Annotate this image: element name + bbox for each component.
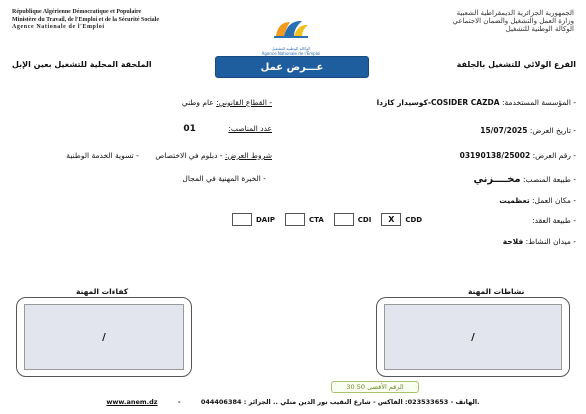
legal-sector-label: - القطاع القانوني: <box>216 98 272 107</box>
legal-sector-value: عام وطني <box>181 98 214 107</box>
label-cdd: CDD <box>405 215 423 224</box>
employer-field <box>377 98 576 107</box>
offer-number-field <box>460 151 576 160</box>
header-french-block <box>12 9 159 32</box>
employer-value: COSIDER CAZDA-كوسيدار كازدا <box>376 98 500 107</box>
contract-types <box>232 213 422 226</box>
skills-title: كفاءات المهنة <box>76 287 129 296</box>
skills-value: / <box>24 304 184 370</box>
page-title: عـــرض عمل <box>215 56 369 78</box>
activities-value: / <box>384 304 562 370</box>
logo-text-fr: Agence Nationale de l'Emploi <box>261 51 321 56</box>
contract-option-daip[interactable] <box>232 213 275 226</box>
position-nature-label: - طبيعة المنصب: <box>523 175 576 184</box>
subheader-branch: الفرع الولائي للتشغيل بالجلفة <box>456 60 576 69</box>
footer-website[interactable]: www.anem.dz <box>106 398 158 406</box>
max-note: الرقم الأقصى 50 30 <box>331 381 419 393</box>
header-fr-line2: Ministère du Travail, de l'Emploi et de la Sécurité Sociale <box>12 16 159 23</box>
header-ar-line1: الجمهورية الجزائرية الديمقراطية الشعبية <box>456 9 574 17</box>
date-label: - تاريخ العرض: <box>529 126 576 135</box>
skills-frame <box>16 297 192 377</box>
header-ar-line2: وزارة العمل والتشغيل والضمان الاجتماعي <box>452 17 574 25</box>
header-fr-line1: République Algérienne Démocratique et Populaire <box>12 9 142 15</box>
activity-label: - ميدان النشاط: <box>525 237 576 246</box>
activity-field <box>503 237 576 246</box>
positions-label: عدد المناصب: <box>228 124 272 133</box>
positions-value: 01 <box>183 124 196 134</box>
conditions-value-2: - تسوية الخدمة الوطنية <box>66 151 139 160</box>
checkbox-cta[interactable] <box>285 213 305 226</box>
header-ar-line3: الوكالة الوطنية للتشغيل <box>505 25 574 33</box>
workplace-field <box>499 196 576 205</box>
experience-field: - الخبرة المهنية في المجال <box>182 174 266 183</box>
date-field <box>480 126 576 135</box>
position-nature-field <box>473 174 576 185</box>
checkbox-cdd[interactable]: X <box>381 213 401 226</box>
conditions-value: - دبلوم في الاختصاص <box>155 151 223 160</box>
label-cdi: CDI <box>357 215 372 224</box>
header-arabic-block <box>334 9 574 33</box>
logo-text-ar: الوكالة الوطنية للتشغيل <box>271 46 311 51</box>
activities-title: نشاطات المهنة <box>468 287 525 296</box>
footer <box>0 398 586 406</box>
label-daip: DAIP <box>256 215 275 224</box>
anem-logo <box>256 16 326 54</box>
footer-address: 044406384 : الهاتف - 023533653: الفاكس - شارع النقيب نور الدين منلي .. الجزائر. <box>200 398 480 406</box>
workplace-label: - مكان العمل: <box>532 196 576 205</box>
anem-logo-icon <box>256 16 326 42</box>
offer-number-label: - رقم العرض: <box>532 151 576 160</box>
employer-label: - المؤسسة المستخدمة: <box>501 98 576 107</box>
position-nature-value: مخــــزني <box>473 174 521 185</box>
contract-option-cdd[interactable] <box>381 213 422 226</box>
legal-sector-field <box>182 98 272 107</box>
contract-option-cdi[interactable] <box>334 213 372 226</box>
activities-frame <box>376 297 570 377</box>
footer-dash: - <box>177 398 181 406</box>
conditions-label: شروط العرض: <box>224 151 272 160</box>
date-value: 15/07/2025 <box>480 126 528 135</box>
workplace-value: تعظميت <box>499 196 530 205</box>
contract-field-label: - طبيعة العقد: <box>532 216 576 225</box>
contract-option-cta[interactable] <box>285 213 324 226</box>
checkbox-cdi[interactable] <box>334 213 354 226</box>
activity-value: فلاحة <box>502 237 524 246</box>
offer-number-value: 03190138/25002 <box>459 151 531 160</box>
checkbox-daip[interactable] <box>232 213 252 226</box>
label-cta: CTA <box>308 215 324 224</box>
subheader-annex: الملحقة المحلية للتشغيل بعين الإبل <box>12 60 152 69</box>
positions-field <box>183 124 272 134</box>
header-fr-line3: Agence Nationale de l'Emploi <box>12 24 105 30</box>
conditions-field <box>66 151 272 160</box>
